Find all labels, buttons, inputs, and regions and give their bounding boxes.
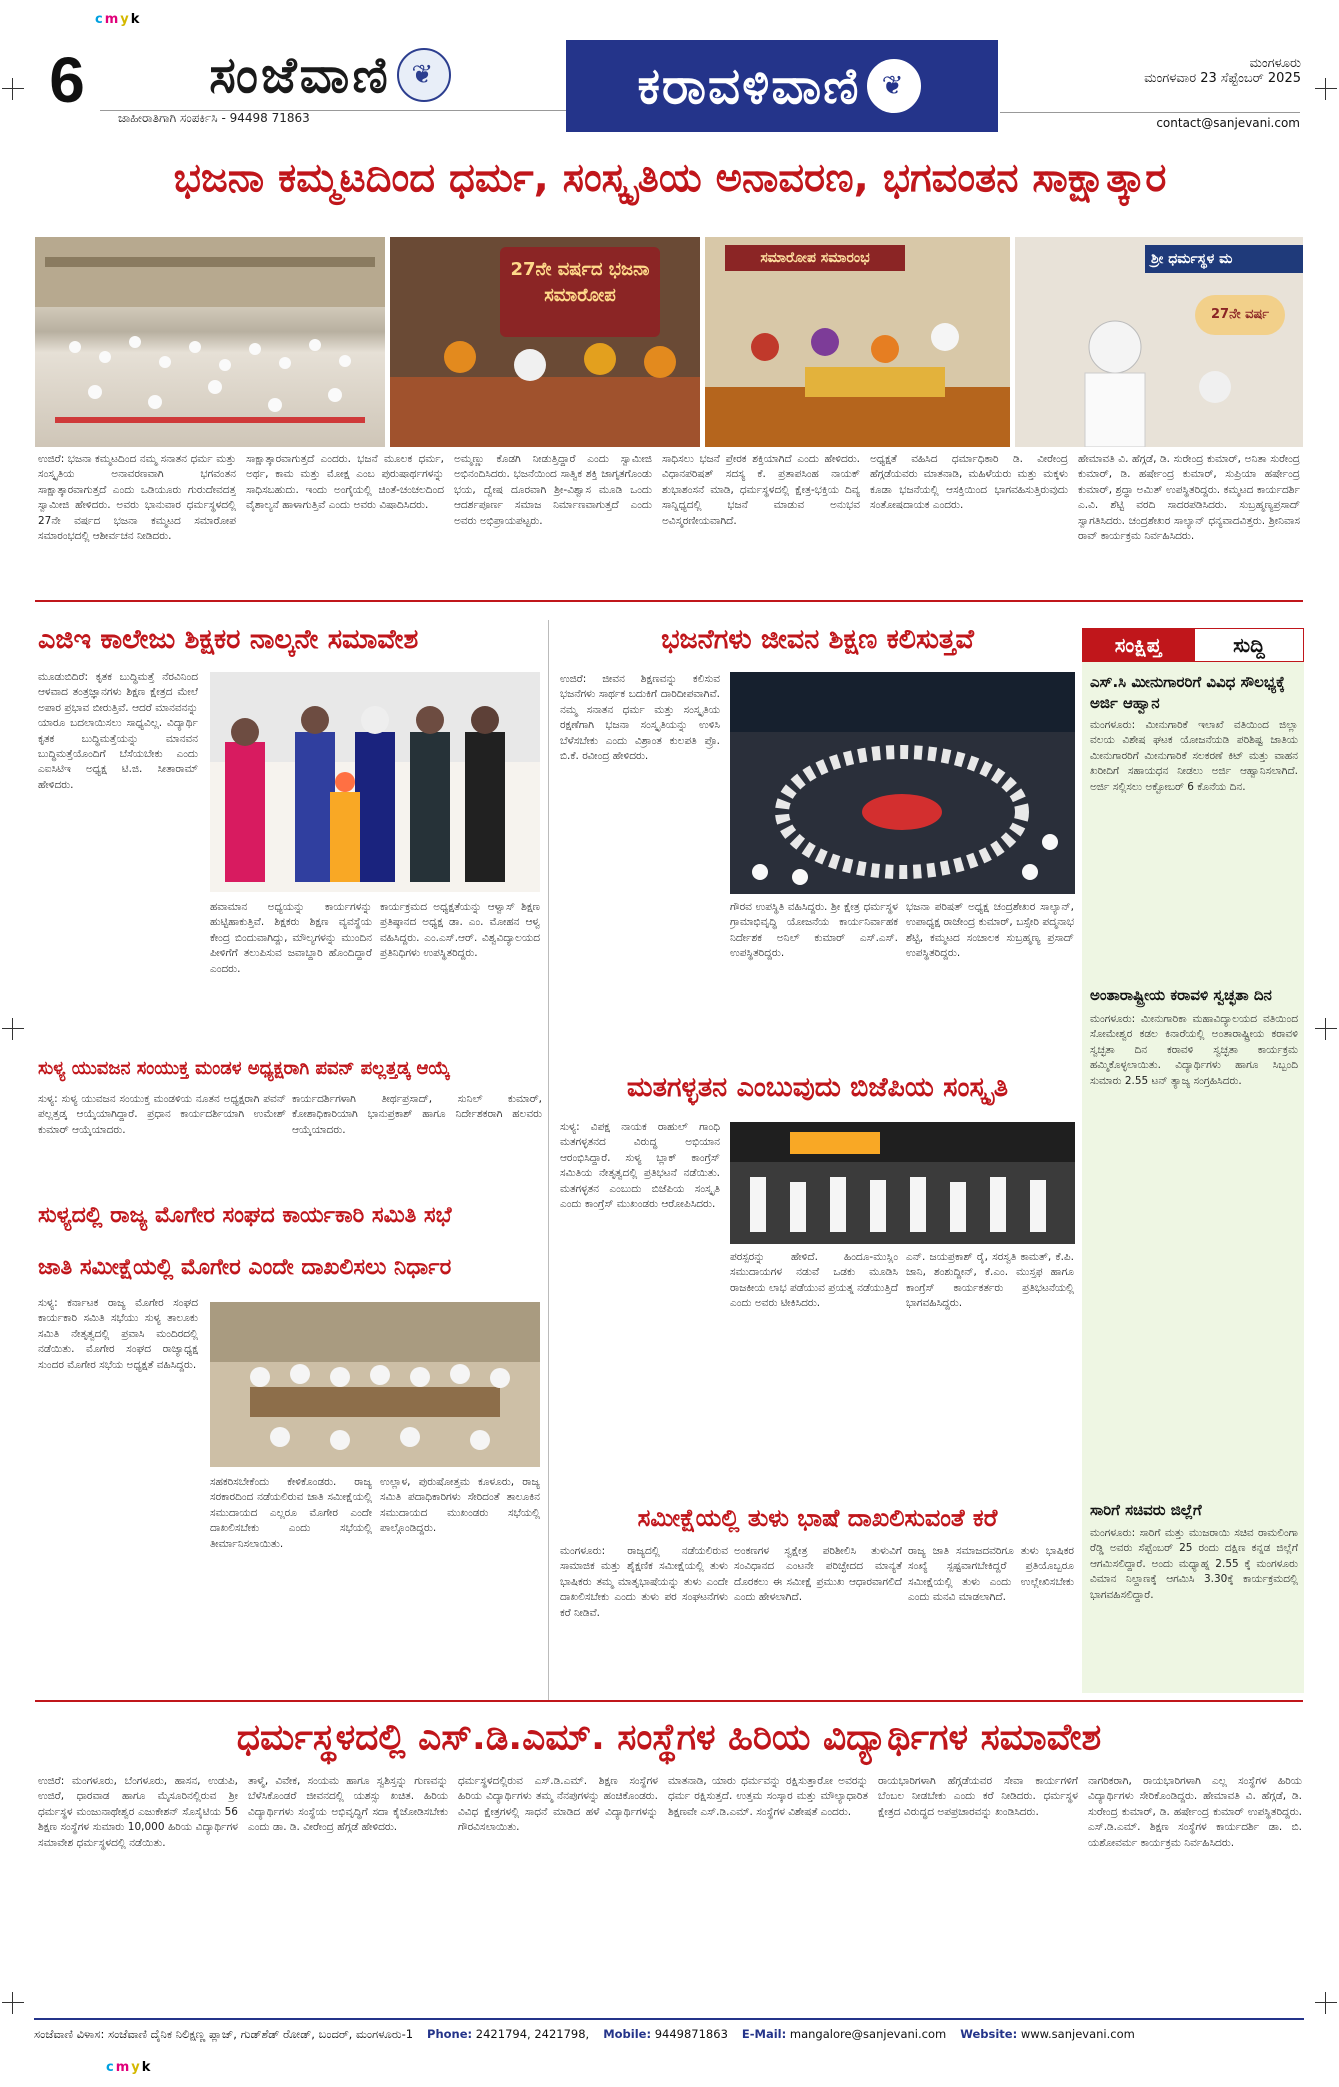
bhajane-story-col-1: ಉಜಿರೆ: ಜೀವನ ಶಿಕ್ಷಣವನ್ನು ಕಲಿಸುವ ಭಜನೆಗಳು ಸಾರ್ಥಕ ಬದುಕಿಗೆ ದಾರಿದೀಪವಾಗಿವೆ. ನಮ್ಮ ಸನಾತನ ಧರ್ಮ ಮತ್ತು ಸಂಸ್ಕೃತಿಯ ರಕ್ಷಣೆಗಾಗಿ ಭಜನಾ ಸಂಸ್ಕೃತಿಯನ್ನು ಉಳಿಸಿ ಬೆಳೆಸಬೇಕು ಎಂದು ವಿಶ್ರಾಂತ ಕುಲಪತಿ ಪ್ರೊ. ಬಿ.ಕೆ. ರವೀಂದ್ರ ಹೇಳಿದರು.	[560, 673, 720, 763]
footer-phone: 2421794, 2421798,	[475, 2027, 590, 2041]
photo-protest	[730, 1122, 1075, 1244]
matagalathana-story-col-2: ಪರಸ್ಪರನ್ನು ಹೇಳಿದೆ. ಹಿಂದೂ-ಮುಸ್ಲಿಂ ಸಮುದಾಯಗಳ ನಡುವೆ ಒಡಕು ಮೂಡಿಸಿ ರಾಜಕೀಯ ಲಾಭ ಪಡೆಯುವ ಪ್ರಯತ್ನ ನಡೆಯುತ್ತಿದೆ ಎಂದು ಅವರು ಟೀಕಿಸಿದರು.	[730, 1251, 898, 1310]
sdm-story-col-3: ಧರ್ಮಸ್ಥಳದಲ್ಲಿರುವ ಎಸ್.ಡಿ.ಎಮ್. ಶಿಕ್ಷಣ ಸಂಸ್ಥೆಗಳ ಹಿರಿಯ ವಿದ್ಯಾರ್ಥಿಗಳು ತಮ್ಮ ನೆನಪುಗಳನ್ನು ಹಂಚಿಕೊಂಡರು. ವಿವಿಧ ಕ್ಷೇತ್ರಗಳಲ್ಲಿ ಸಾಧನೆ ಮಾಡಿದ ಹಳೆ ವಿದ್ಯಾರ್ಥಿಗಳನ್ನು ಗೌರವಿಸಲಾಯಿತು.	[458, 1775, 658, 1834]
registration-mark-top-right	[1315, 78, 1337, 100]
pawan-headline: ಸುಳ್ಯ ಯುವಜನ ಸಂಯುಕ್ತ ಮಂಡಳ ಅಧ್ಯಕ್ಷರಾಗಿ ಪವನ್ ಪಲ್ಲತ್ತಡ್ಕ ಆಯ್ಕೆ	[38, 1058, 451, 1079]
cmyk-color-bar-top: cmyk	[95, 12, 142, 27]
footer-phone-label: Phone:	[427, 2027, 473, 2041]
footer-mobile-label: Mobile:	[603, 2027, 652, 2041]
footer-website-label: Website:	[960, 2027, 1018, 2041]
meeting-illustration	[210, 1302, 540, 1467]
footer-email-label: E-Mail:	[741, 2027, 787, 2041]
sanjevani-logo-text: ಸಂಜೆವಾಣಿ	[209, 45, 391, 104]
sdm-story-col-5: ರಾಯಭಾರಿಗಳಾಗಿ ಹೆಗ್ಗಡೆಯವರ ಸೇವಾ ಕಾರ್ಯಗಳಿಗೆ ಬೆಂಬಲ ನೀಡಬೇಕು ಎಂದು ಕರೆ ನೀಡಿದರು. ಧರ್ಮಸ್ಥಳ ಕ್ಷೇತ್ರದ ವಿರುದ್ಧದ ಅಪಪ್ರಚಾರವನ್ನು ಖಂಡಿಸಿದರು.	[878, 1775, 1078, 1818]
ad-contact-line: ಜಾಹೀರಾತಿಗಾಗಿ ಸಂಪರ್ಕಿಸಿ - 94498 71863	[118, 111, 310, 125]
edition-city: ಮಂಗಳೂರು	[1249, 56, 1301, 71]
dove-emblem-icon: ❦	[867, 59, 921, 113]
bhajane-story-col-2: ಗೌರವ ಉಪಸ್ಥಿತಿ ವಹಿಸಿದ್ದರು. ಶ್ರೀ ಕ್ಷೇತ್ರ ಧರ್ಮಸ್ಥಳ ಗ್ರಾಮಾಭಿವೃದ್ಧಿ ಯೋಜನೆಯ ಕಾರ್ಯನಿರ್ವಾಹಕ ನಿರ್ದೇಶಕ ಅನಿಲ್ ಕುಮಾರ್ ಎಸ್.ಎಸ್. ಉಪಸ್ಥಿತರಿದ್ದರು.	[730, 901, 898, 960]
edition-info	[1005, 56, 1301, 86]
ajie-story-col-3: ಕಾರ್ಯಕ್ರಮದ ಅಧ್ಯಕ್ಷತೆಯನ್ನು ಆಳ್ವಾಸ್ ಶಿಕ್ಷಣ ಪ್ರತಿಷ್ಠಾನದ ಅಧ್ಯಕ್ಷ ಡಾ. ಎಂ. ಮೋಹನ ಆಳ್ವ ವಹಿಸಿದ್ದರು. ಎಂ.ಎಸ್.ಆರ್. ವಿಶ್ವವಿದ್ಯಾಲಯದ ಪ್ರತಿನಿಧಿಗಳು ಉಪಸ್ಥಿತರಿದ್ದರು.	[380, 901, 540, 960]
dove-emblem-icon: ❦	[397, 48, 451, 102]
main-headline: ಭಜನಾ ಕಮ್ಮಟದಿಂದ ಧರ್ಮ, ಸಂಸ್ಕೃತಿಯ ಅನಾವರಣ, ಭಗವಂತನ ಸಾಕ್ಷಾತ್ಕಾರ	[173, 155, 1167, 201]
brief-3-body: ಮಂಗಳೂರು: ಸಾರಿಗೆ ಮತ್ತು ಮುಜರಾಯಿ ಸಚಿವ ರಾಮಲಿಂಗಾ ರೆಡ್ಡಿ ಅವರು ಸೆಪ್ಟೆಂಬರ್ 25 ರಂದು ದಕ್ಷಿಣ ಕನ್ನಡ ಜಿಲ್ಲೆಗೆ ಆಗಮಿಸಲಿದ್ದಾರೆ. ಅಂದು ಮಧ್ಯಾಹ್ನ 2.55 ಕ್ಕೆ ಮಂಗಳೂರು ವಿಮಾನ ನಿಲ್ದಾಣಕ್ಕೆ ಆಗಮಿಸಿ 3.30ಕ್ಕೆ ಕಾರ್ಯಕ್ರಮದಲ್ಲಿ ಭಾಗವಹಿಸಲಿದ್ದಾರೆ.	[1090, 1527, 1298, 1601]
sanjevani-logo	[100, 40, 566, 111]
page-number: 6	[36, 40, 98, 120]
mogera-headline-1: ಸುಳ್ಯದಲ್ಲಿ ರಾಜ್ಯ ಮೊಗೇರ ಸಂಘದ ಕಾರ್ಯಕಾರಿ ಸಮಿತಿ ಸಭೆ	[38, 1203, 452, 1228]
mogera-story-col-2: ಸಹಕರಿಸಬೇಕೆಂದು ಕೇಳಿಕೊಂಡರು. ರಾಜ್ಯ ಸರಕಾರದಿಂದ ನಡೆಯಲಿರುವ ಜಾತಿ ಸಮೀಕ್ಷೆಯಲ್ಲಿ ಸಮುದಾಯದ ಎಲ್ಲರೂ ಮೊಗೇರ ಎಂದೇ ದಾಖಲಿಸಬೇಕು ಎಂದು ಸಭೆಯಲ್ಲಿ ತೀರ್ಮಾನಿಸಲಾಯಿತು.	[210, 1476, 372, 1550]
matagalathana-headline: ಮತಗಳ್ಳತನ ಎಂಬುವುದು ಬಿಜೆಪಿಯ ಸಂಸ್ಕೃತಿ	[626, 1072, 1009, 1103]
cmyk-color-bar-bottom: cmyk	[106, 2060, 153, 2075]
registration-mark-bottom-right	[1315, 1992, 1337, 2014]
briefs-header-right: ಸುದ್ದಿ	[1194, 628, 1304, 662]
matagalathana-story-col-1: ಸುಳ್ಯ: ವಿಪಕ್ಷ ನಾಯಕ ರಾಹುಲ್ ಗಾಂಧಿ ಮತಗಳ್ಳತನದ ವಿರುದ್ಧ ಅಭಿಯಾನ ಆರಂಭಿಸಿದ್ದಾರೆ. ಸುಳ್ಯ ಬ್ಲಾಕ್ ಕಾಂಗ್ರೆಸ್ ಸಮಿತಿಯ ನೇತೃತ್ವದಲ್ಲಿ ಪ್ರತಿಭಟನೆ ನಡೆಯಿತು. ಮತಗಳ್ಳತನ ಎಂಬುದು ಬಿಜೆಪಿಯ ಸಂಸ್ಕೃತಿ ಎಂದು ಕಾಂಗ್ರೆಸ್ ಮುಖಂಡರು ಆರೋಪಿಸಿದರು.	[560, 1121, 720, 1211]
mogera-story-col-3: ಉಲ್ಲಾಳ, ಪುರುಷೋತ್ತಮ ಕೂಳೂರು, ರಾಜ್ಯ ಸಮಿತಿ ಪದಾಧಿಕಾರಿಗಳು ಸೇರಿದಂತೆ ತಾಲೂಕಿನ ಸಮುದಾಯದ ಮುಖಂಡರು ಸಭೆಯಲ್ಲಿ ಪಾಲ್ಗೊಂಡಿದ್ದರು.	[380, 1476, 540, 1535]
matagalathana-story-col-3: ಎನ್. ಜಯಪ್ರಕಾಶ್ ರೈ, ಸರಸ್ವತಿ ಕಾಮತ್, ಕೆ.ಪಿ. ಜಾನಿ, ಶಂಶುದ್ದೀನ್, ಕೆ.ಎಂ. ಮುಸ್ತಫ ಹಾಗೂ ಕಾಂಗ್ರೆಸ್ ಕಾರ್ಯಕರ್ತರು ಪ್ರತಿಭಟನೆಯಲ್ಲಿ ಭಾಗವಹಿಸಿದ್ದರು.	[906, 1251, 1074, 1310]
crowd-illustration	[35, 237, 385, 447]
contact-email[interactable]: contact@sanjevani.com	[1000, 112, 1300, 130]
stage-figures-illustration	[390, 237, 700, 447]
brief-1-body: ಮಂಗಳೂರು: ಮೀನುಗಾರಿಕೆ ಇಲಾಖೆ ವತಿಯಿಂದ ಜಿಲ್ಲಾ ವಲಯ ವಿಶೇಷ ಘಟಕ ಯೋಜನೆಯಡಿ ಪರಿಶಿಷ್ಟ ಜಾತಿಯ ಮೀನುಗಾರರಿಗೆ ಮೀನುಗಾರಿಕೆ ಸಲಕರಣೆ ಕಿಟ್ ಮತ್ತು ವಾಹನ ಖರೀದಿಗೆ ಸಹಾಯಧನ ನೀಡಲು ಅರ್ಜಿ ಆಹ್ವಾನಿಸಲಾಗಿದೆ. ಅರ್ಜಿ ಸಲ್ಲಿಸಲು ಅಕ್ಟೋಬರ್ 6 ಕೊನೆಯ ದಿನ.	[1090, 719, 1298, 793]
photo-felicitation	[705, 237, 1010, 447]
mogera-headline-2: ಜಾತಿ ಸಮೀಕ್ಷೆಯಲ್ಲಿ ಮೊಗೇರ ಎಂದೇ ದಾಖಲಿಸಲು ನಿರ್ಧಾರ	[38, 1255, 452, 1280]
photo-stage-seers	[390, 237, 700, 447]
footer-website[interactable]: www.sanjevani.com	[1020, 2027, 1135, 2041]
pawan-story-col-2: ಕಾರ್ಯದರ್ಶಿಗಳಾಗಿ ತೀರ್ಥಪ್ರಸಾದ್, ಸುನಿಲ್ ಕುಮಾರ್, ಕೋಶಾಧಿಕಾರಿಯಾಗಿ ಭಾನುಪ್ರಕಾಶ್ ಹಾಗೂ ನಿರ್ದೇಶಕರಾಗಿ ಹಲವರು ಆಯ್ಕೆಯಾದರು.	[292, 1093, 542, 1136]
brief-2-body: ಮಂಗಳೂರು: ಮೀನುಗಾರಿಕಾ ಮಹಾವಿದ್ಯಾಲಯದ ವತಿಯಿಂದ ಸೋಮೇಶ್ವರ ಕಡಲ ಕಿನಾರೆಯಲ್ಲಿ ಅಂತಾರಾಷ್ಟ್ರೀಯ ಕರಾವಳಿ ಸ್ವಚ್ಛತಾ ದಿನ ಕರಾವಳಿ ಸ್ವಚ್ಛತಾ ಕಾರ್ಯಕ್ರಮ ಹಮ್ಮಿಕೊಳ್ಳಲಾಯಿತು. ವಿದ್ಯಾರ್ಥಿಗಳು ಹಾಗೂ ಸಿಬ್ಬಂದಿ ಸುಮಾರು 2.55 ಟನ್ ತ್ಯಾಜ್ಯ ಸಂಗ್ರಹಿಸಿದರು.	[1090, 1013, 1298, 1087]
tulu-headline: ಸಮೀಕ್ಷೆಯಲ್ಲಿ ತುಳು ಭಾಷೆ ದಾಖಲಿಸುವಂತೆ ಕರೆ	[637, 1504, 998, 1532]
main-story-col-6: ಹೇಮಾವತಿ ವಿ. ಹೆಗ್ಗಡೆ, ಡಿ. ಸುರೇಂದ್ರ ಕುಮಾರ್, ಅನಿತಾ ಸುರೇಂದ್ರ ಕುಮಾರ್, ಡಿ. ಹರ್ಷೇಂದ್ರ ಕುಮಾರ್, ಸುಪ್ರಿಯಾ ಹರ್ಷೇಂದ್ರ ಕುಮಾರ್, ಶ್ರದ್ಧಾ ಅಮಿತ್ ಉಪಸ್ಥಿತರಿದ್ದರು. ಕಮ್ಮಟದ ಕಾರ್ಯದರ್ಶಿ ಎ.ವಿ. ಶೆಟ್ಟಿ ವರದಿ ಸಾದರಪಡಿಸಿದರು. ಸುಬ್ರಹ್ಮಣ್ಯಪ್ರಸಾದ್ ಸ್ವಾಗತಿಸಿದರು. ಚಂದ್ರಶೇಖರ ಸಾಲ್ಯಾನ್ ಧನ್ಯವಾದವಿತ್ತರು. ಶ್ರೀನಿವಾಸ ರಾವ್ ಕಾರ್ಯಕ್ರಮ ನಿರ್ವಹಿಸಿದರು.	[1078, 453, 1300, 543]
main-story-col-3: ಅಮ್ಮಣ್ಣು ಕೊಡಗಿ ನೀಡುತ್ತಿದ್ದಾರೆ ಎಂದು ಸ್ವಾಮೀಜಿ ಅಭಿನಂದಿಸಿದರು. ಭಜನೆಯಿಂದ ಸಾತ್ವಿಕ ಶಕ್ತಿ ಜಾಗೃತಗೊಂಡು ಭಯ, ದ್ವೇಷ ದೂರವಾಗಿ ಶ್ರೀ-ವಿಶ್ವಾಸ ಮೂಡಿ ಒಂದು ಆದರ್ಶಪೂರ್ಣ ಸಮಾಜ ನಿರ್ಮಾಣವಾಗುತ್ತದೆ ಎಂದು ಅವರು ಅಭಿಪ್ರಾಯಪಟ್ಟರು.	[454, 453, 652, 527]
banner-dharmasthala: ಶ್ರೀ ಧರ್ಮಸ್ಥಳ ಮ	[1145, 245, 1303, 273]
main-story-col-4: ಸಾಧಿಸಲು ಭಜನೆ ಪ್ರೇರಕ ಶಕ್ತಿಯಾಗಿದೆ ಎಂದು ಹೇಳಿದರು. ವಿಧಾನಪರಿಷತ್ ಸದಸ್ಯ ಕೆ. ಪ್ರತಾಪಸಿಂಹ ನಾಯಕ್ ಶುಭಾಶಂಸನೆ ಮಾಡಿ, ಧರ್ಮಸ್ಥಳದಲ್ಲಿ ಕ್ಷೇತ್ರ-ಭಕ್ತಿಯ ದಿವ್ಯ ಸಾನ್ನಿಧ್ಯದಲ್ಲಿ ಭಜನೆ ಮಾಡುವ ಅನುಭವ ಅವಿಸ್ಮರಣೀಯವಾಗಿದೆ.	[662, 453, 860, 527]
felicitation-illustration	[705, 237, 1010, 447]
ajie-story-col-2: ಹವಾಮಾನ ಅಧ್ಯಯನ್ನು ಕಾರ್ಯಗಳನ್ನು ಹುಟ್ಟಿಹಾಕುತ್ತಿವೆ. ಶಿಕ್ಷಕರು ಶಿಕ್ಷಣ ವ್ಯವಸ್ಥೆಯ ಕೇಂದ್ರ ಬಿಂದುವಾಗಿದ್ದು, ಮೌಲ್ಯಗಳನ್ನು ಮುಂದಿನ ಪೀಳಿಗೆಗೆ ತಲುಪಿಸುವ ಜವಾಬ್ದಾರಿ ಹೊಂದಿದ್ದಾರೆ ಎಂದರು.	[210, 901, 372, 975]
mogera-story-col-1: ಸುಳ್ಯ: ಕರ್ನಾಟಕ ರಾಜ್ಯ ಮೊಗೇರ ಸಂಘದ ಕಾರ್ಯಕಾರಿ ಸಮಿತಿ ಸಭೆಯು ಸುಳ್ಯ ತಾಲೂಕು ಸಮಿತಿ ನೇತೃತ್ವದಲ್ಲಿ ಪ್ರವಾಸಿ ಮಂದಿರದಲ್ಲಿ ನಡೆಯಿತು. ಮೊಗೇರ ಸಂಘದ ರಾಜ್ಯಾಧ್ಯಕ್ಷ ಸುಂದರ ಮೊಗೇರ ಸಭೆಯ ಅಧ್ಯಕ್ಷತೆ ವಹಿಸಿದ್ದರು.	[38, 1297, 198, 1371]
registration-mark-mid-left	[2, 1018, 24, 1040]
bhajane-story-col-3: ಭಜನಾ ಪರಿಷತ್ ಅಧ್ಯಕ್ಷ ಚಂದ್ರಶೇಖರ ಸಾಲ್ಯಾನ್, ಉಪಾಧ್ಯಕ್ಷ ರಾಜೇಂದ್ರ ಕುಮಾರ್, ಬಸ್ಸೇರಿ ಪದ್ಮನಾಭ ಶೆಟ್ಟಿ, ಕಮ್ಮಟದ ಸಂಚಾಲಕ ಸುಬ್ರಹ್ಮಣ್ಯ ಪ್ರಸಾದ್ ಉಪಸ್ಥಿತರಿದ್ದರು.	[906, 901, 1074, 960]
bhajan-circle-illustration	[730, 672, 1075, 894]
ajie-headline: ಎಜಿಇ ಕಾಲೇಜು ಶಿಕ್ಷಕರ ನಾಲ್ಕನೇ ಸಮಾವೇಶ	[38, 624, 419, 655]
sdm-story-col-6: ನಾಗರಿಕರಾಗಿ, ರಾಯಭಾರಿಗಳಾಗಿ ಎಲ್ಲ ಸಂಸ್ಥೆಗಳ ಹಿರಿಯ ವಿದ್ಯಾರ್ಥಿಗಳು ಸೇರಿಕೊಂಡಿದ್ದರು. ಹೇಮಾವತಿ ವಿ. ಹೆಗ್ಗಡೆ, ಡಿ. ಸುರೇಂದ್ರ ಕುಮಾರ್, ಡಿ. ಹರ್ಷೇಂದ್ರ ಕುಮಾರ್ ಉಪಸ್ಥಿತರಿದ್ದರು. ಎಸ್.ಡಿ.ಎಮ್. ಶಿಕ್ಷಣ ಸಂಸ್ಥೆಗಳ ಕಾರ್ಯದರ್ಶಿ ಡಾ. ಬಿ. ಯಶೋವರ್ಮ ಕಾರ್ಯಕ್ರಮ ನಿರ್ವಹಿಸಿದರು.	[1088, 1775, 1302, 1849]
brief-2-title: ಅಂತಾರಾಷ್ಟ್ರೀಯ ಕರಾವಳಿ ಸ್ವಚ್ಛತಾ ದಿನ	[1090, 986, 1272, 1004]
main-story-col-2: ಸಾಕ್ಷಾತ್ಕಾರವಾಗುತ್ತದೆ ಎಂದರು. ಭಜನೆ ಮೂಲಕ ಧರ್ಮ, ಅರ್ಥ, ಕಾಮ ಮತ್ತು ಮೋಕ್ಷ ಎಂಬ ಪುರುಷಾರ್ಥಗಳನ್ನು ಸಾಧಿಸಬಹುದು. ಇಂದು ಅಂಗೈಯಲ್ಲಿ ಚಿಂತೆ-ಚಂಚಲದಿಂದ ವೈಶಾಲ್ಯನೆ ಹಾಳಾಗುತ್ತಿವೆ ಎಂದು ಅವರು ವಿಷಾದಿಸಿದರು.	[246, 453, 444, 512]
section-divider	[35, 1700, 1303, 1702]
protest-illustration	[730, 1122, 1075, 1244]
registration-mark-top-left	[2, 78, 24, 100]
banner-samaropa: ಸಮಾರೋಪ ಸಮಾರಂಭ	[725, 245, 905, 271]
imprint-footer	[34, 2018, 1304, 2048]
registration-mark-mid-right	[1315, 1018, 1337, 1040]
sdm-story-col-1: ಉಜಿರೆ: ಮಂಗಳೂರು, ಬೆಂಗಳೂರು, ಹಾಸನ, ಉಡುಪಿ, ಉಜಿರೆ, ಧಾರವಾಡ ಹಾಗೂ ಮೈಸೂರಿನಲ್ಲಿರುವ ಶ್ರೀ ಧರ್ಮಸ್ಥಳ ಮಂಜುನಾಥೇಶ್ವರ ಎಜುಕೇಶನ್ ಸೊಸೈಟಿಯ 56 ಶಿಕ್ಷಣ ಸಂಸ್ಥೆಗಳ ಸುಮಾರು 10,000 ಹಿರಿಯ ವಿದ್ಯಾರ್ಥಿಗಳ ಸಮಾವೇಶ ಧರ್ಮಸ್ಥಳದಲ್ಲಿ ನಡೆಯಿತು.	[38, 1775, 238, 1849]
brief-1-title: ಎಸ್.ಸಿ ಮೀನುಗಾರರಿಗೆ ವಿವಿಧ ಸೌಲಭ್ಯಕ್ಕೆ ಅರ್ಜಿ ಆಹ್ವಾನ	[1090, 673, 1285, 712]
dignitaries-illustration	[210, 672, 540, 892]
photo-bhajan-hall	[35, 237, 385, 447]
bhajane-headline: ಭಜನೆಗಳು ಜೀವನ ಶಿಕ್ಷಣ ಕಲಿಸುತ್ತವೆ	[661, 624, 974, 655]
photo-lamp-lighting	[210, 672, 540, 892]
sdm-headline: ಧರ್ಮಸ್ಥಳದಲ್ಲಿ ಎಸ್.ಡಿ.ಎಮ್. ಸಂಸ್ಥೆಗಳ ಹಿರಿಯ ವಿದ್ಯಾರ್ಥಿಗಳ ಸಮಾವೇಶ	[236, 1717, 1102, 1758]
tulu-story-col-3: ರಾಜ್ಯ ಜಾತಿ ಸಮಾಜದವರಿಗೂ ತುಳು ಭಾಷಿಕರ ಸಂಖ್ಯೆ ಸ್ಪಷ್ಟವಾಗಬೇಕಿದ್ದರೆ ಪ್ರತಿಯೊಬ್ಬರೂ ಸಮೀಕ್ಷೆಯಲ್ಲಿ ತುಳು ಎಂದು ಉಲ್ಲೇಖಿಸಬೇಕು ಎಂದು ಮನವಿ ಮಾಡಲಾಗಿದೆ.	[908, 1545, 1074, 1604]
tulu-story-col-2: ಅಂಕಣಗಳ ಸ್ವಕ್ಷೇತ್ರ ಪರಿಶೀಲಿಸಿ ತುಳುವಿಗೆ ಸಂವಿಧಾನದ ಎಂಟನೇ ಪರಿಚ್ಛೇದದ ಮಾನ್ಯತೆ ದೊರಕಲು ಈ ಸಮೀಕ್ಷೆ ಪ್ರಮುಖ ಆಧಾರವಾಗಲಿದೆ ಎಂದು ಹೇಳಲಾಗಿದೆ.	[734, 1545, 902, 1604]
registration-mark-bottom-left	[2, 1992, 24, 2014]
edition-date: ಮಂಗಳವಾರ 23 ಸೆಪ್ಟೆಂಬರ್ 2025	[1144, 71, 1301, 86]
brief-3-title: ಸಾರಿಗೆ ಸಚಿವರು ಜಿಲ್ಲೆಗೆ	[1090, 1501, 1202, 1519]
main-story-col-1: ಉಜಿರೆ: ಭಜನಾ ಕಮ್ಮಟದಿಂದ ನಮ್ಮ ಸನಾತನ ಧರ್ಮ ಮತ್ತು ಸಂಸ್ಕೃತಿಯ ಅನಾವರಣವಾಗಿ ಭಗವಂತನ ಸಾಕ್ಷಾತ್ಕಾರವಾಗುತ್ತದೆ ಎಂದು ಒಡಿಯೂರು ಗುರುದೇವದತ್ತ ಸ್ವಾಮೀಜಿ ಹೇಳಿದರು. ಅವರು ಭಾನುವಾರ ಧರ್ಮಸ್ಥಳದಲ್ಲಿ 27ನೇ ವರ್ಷದ ಭಜನಾ ಕಮ್ಮಟದ ಸಮಾರೋಪ ಸಮಾರಂಭದಲ್ಲಿ ಆಶೀರ್ವಚನ ನೀಡಿದರು.	[38, 453, 236, 543]
photo-mogera-meeting	[210, 1302, 540, 1467]
sdm-story-col-4: ಮಾತನಾಡಿ, ಯಾರು ಧರ್ಮವನ್ನು ರಕ್ಷಿಸುತ್ತಾರೋ ಅವರನ್ನು ಧರ್ಮ ರಕ್ಷಿಸುತ್ತದೆ. ಉತ್ತಮ ಸಂಸ್ಕಾರ ಮತ್ತು ಮೌಲ್ಯಾಧಾರಿತ ಶಿಕ್ಷಣವೇ ಎಸ್.ಡಿ.ಎಮ್. ಸಂಸ್ಥೆಗಳ ವಿಶೇಷತೆ ಎಂದರು.	[668, 1775, 868, 1818]
banner-27th-year: 27ನೇ ವರ್ಷದ ಭಜನಾ ಸಮಾರೋಪ	[500, 247, 660, 337]
footer-email[interactable]: mangalore@sanjevani.com	[789, 2027, 947, 2041]
pawan-story-col-1: ಸುಳ್ಯ: ಸುಳ್ಯ ಯುವಜನ ಸಂಯುಕ್ತ ಮಂಡಳಿಯ ನೂತನ ಅಧ್ಯಕ್ಷರಾಗಿ ಪವನ್ ಪಲ್ಲತ್ತಡ್ಕ ಆಯ್ಕೆಯಾಗಿದ್ದಾರೆ. ಪ್ರಧಾನ ಕಾರ್ಯದರ್ಶಿಯಾಗಿ ಉಮೇಶ್ ಕುಮಾರ್ ಆಯ್ಕೆಯಾದರು.	[38, 1093, 286, 1136]
briefs-header-left: ಸಂಕ್ಷಿಪ್ತ	[1082, 628, 1194, 662]
column-rule	[548, 620, 549, 1700]
sdm-story-col-2: ತಾಳ್ಮೆ, ವಿವೇಕ, ಸಂಯಮ ಹಾಗೂ ಸ್ವಶಿಸ್ತನ್ನು ಗುಣವನ್ನು ಬೆಳೆಸಿಕೊಂಡರೆ ಜೀವನದಲ್ಲಿ ಯಶಸ್ಸು ಖಚಿತ. ಹಿರಿಯ ವಿದ್ಯಾರ್ಥಿಗಳು ಸಂಸ್ಥೆಯ ಅಭಿವೃದ್ಧಿಗೆ ಸದಾ ಕೈಜೋಡಿಸಬೇಕು ಎಂದು ಡಾ. ಡಿ. ವೀರೇಂದ್ರ ಹೆಗ್ಗಡೆ ಹೇಳಿದರು.	[248, 1775, 448, 1834]
footer-mobile: 9449871863	[654, 2027, 728, 2041]
tulu-story-col-1: ಮಂಗಳೂರು: ರಾಜ್ಯದಲ್ಲಿ ನಡೆಯಲಿರುವ ಸಾಮಾಜಿಕ ಮತ್ತು ಶೈಕ್ಷಣಿಕ ಸಮೀಕ್ಷೆಯಲ್ಲಿ ತುಳು ಭಾಷಿಕರು ತಮ್ಮ ಮಾತೃಭಾಷೆಯನ್ನು ತುಳು ಎಂದೇ ದಾಖಲಿಸಬೇಕು ಎಂದು ತುಳು ಪರ ಸಂಘಟನೆಗಳು ಕರೆ ನೀಡಿವೆ.	[560, 1545, 728, 1619]
photo-bhajan-circle	[730, 672, 1075, 894]
badge-27th-year: 27ನೇ ವರ್ಷ	[1195, 295, 1285, 335]
karavali-vani-logo	[566, 40, 998, 132]
main-story-col-5: ಅಧ್ಯಕ್ಷತೆ ವಹಿಸಿದ ಧರ್ಮಾಧಿಕಾರಿ ಡಿ. ವೀರೇಂದ್ರ ಹೆಗ್ಗಡೆಯವರು ಮಾತನಾಡಿ, ಮಹಿಳೆಯರು ಮತ್ತು ಮಕ್ಕಳು ಕೂಡಾ ಭಜನೆಯಲ್ಲಿ ಆಸಕ್ತಿಯಿಂದ ಭಾಗವಹಿಸುತ್ತಿರುವುದು ಸಂತೋಷದಾಯಕ ಎಂದರು.	[870, 453, 1068, 512]
ajie-story-col-1: ಮೂಡುಬಿದಿರೆ: ಕೃತಕ ಬುದ್ಧಿಮತ್ತೆ ನೆರವಿನಿಂದ ಆಳವಾದ ತಂತ್ರಜ್ಞಾನಗಳು ಶಿಕ್ಷಣ ಕ್ಷೇತ್ರದ ಮೇಲೆ ಅಪಾರ ಪ್ರಭಾವ ಬೀರುತ್ತಿವೆ. ಆದರೆ ಮಾನವನನ್ನು ಯಾರೂ ಬದಲಾಯಿಸಲು ಸಾಧ್ಯವಿಲ್ಲ. ವಿದ್ಯಾರ್ಥಿ ಕೃತಕ ಬುದ್ಧಿಮತ್ತೆಯನ್ನು ಮಾನವನ ಬುದ್ಧಿಮತ್ತೆಯೊಂದಿಗೆ ಬೆಸೆಯಬೇಕು ಎಂದು ಎಐಸಿಟಿಇ ಅಧ್ಯಕ್ಷ ಟಿ.ಜಿ. ಸೀತಾರಾಮ್ ಹೇಳಿದರು.	[38, 671, 198, 791]
speaker-illustration	[1015, 237, 1303, 447]
section-divider	[35, 600, 1303, 602]
footer-address: ಸಂಜೆವಾಣಿ ವಿಳಾಸ: ಸಂಜೆವಾಣಿ ದೈನಿಕ ನಿಲಿಕ್ಷಣ್ಣ ಪ್ಲಾಜ್, ಗುಡ್‌ಶೆಡ್ ರೋಡ್, ಬಂದರ್, ಮಂಗಳೂರು-1	[34, 2026, 414, 2041]
photo-heggade-speech	[1015, 237, 1303, 447]
karavali-vani-logo-text: ಕರಾವಳಿವಾಣಿ	[637, 56, 861, 115]
